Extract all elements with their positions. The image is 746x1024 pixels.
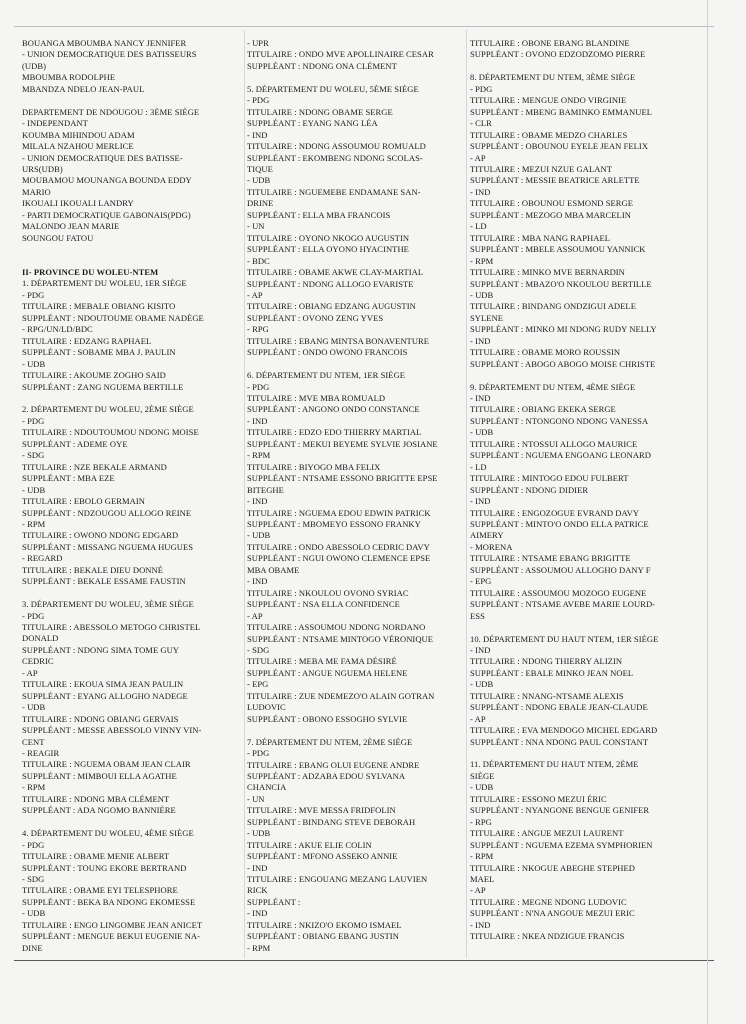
text-line: TITULAIRE : ASSOUMOU NDONG NORDANO [247, 622, 426, 633]
text-line: DONALD [22, 633, 59, 644]
text-line: SUPPLÉANT : EKOMBENG NDONG SCOLAS- [247, 152, 423, 163]
text-line: TITULAIRE : ANGUE MEZUI LAURENT [470, 828, 624, 839]
text-line: SUPPLÉANT : ADZABA EDOU SYLVANA [247, 770, 406, 781]
text-line: SUPPLÉANT : OVONO ZENG YVES [247, 312, 384, 323]
line-gap [247, 72, 465, 83]
text-line: 4. DÉPARTEMENT DU WOLEU, 4ÈME SIÈGE [22, 828, 194, 839]
text-line: - UDB [470, 427, 494, 438]
text-line: - AP [247, 610, 263, 621]
text-line: TITULAIRE : OBONE EBANG BLANDINE [470, 38, 630, 48]
text-line: TITULAIRE : MEZUI NZUE GALANT [470, 163, 612, 174]
text-line: - BDC [247, 255, 270, 266]
text-line: SUPPLÉANT : MINKO MI NDONG RUDY NELLY [470, 324, 657, 335]
text-line: SIÈGE [470, 770, 495, 781]
text-line: TITULAIRE : ABESSOLO METOGO CHRISTEL [22, 622, 201, 633]
line-gap [247, 725, 465, 736]
text-line: - INDEPENDANT [22, 118, 88, 129]
text-line: - PDG [22, 289, 45, 300]
text-line: - UN [247, 221, 265, 232]
text-line: - PDG [22, 415, 45, 426]
text-line: - IND [247, 576, 268, 587]
text-line: SUPPLÉANT : NDOUTOUME OBAME NADÈGE [22, 312, 204, 323]
text-line: TITULAIRE : OBIANG EDZANG AUGUSTIN [247, 301, 416, 312]
text-line: SUPPLÉANT : NGUEMA EZEMA SYMPHORIEN [470, 839, 653, 850]
text-line: SUPPLÉANT : NGUEMA ENGOANG LEONARD [470, 450, 652, 461]
text-line: TITULAIRE : NDONG OBAME SERGE [247, 106, 393, 117]
text-line: TITULAIRE : EDZO EDO THIERRY MARTIAL [247, 427, 422, 438]
text-line: - RPG [247, 324, 269, 335]
text-line: - AP [470, 152, 486, 163]
text-line: SUPPLÉANT : MEKUI BEYEME SYLVIE JOSIANE [247, 438, 438, 449]
text-line: TITULAIRE : OWONO NDONG EDGARD [22, 530, 179, 541]
text-line: DINE [22, 942, 43, 953]
text-line: DRINE [247, 198, 274, 209]
text-line: MALONDO JEAN MARIE [22, 221, 120, 232]
text-line: 11. DÉPARTEMENT DU HAUT NTEM, 2ÈME [470, 759, 639, 770]
text-line: TITULAIRE : ENGO LINGOMBE JEAN ANICET [22, 919, 203, 930]
text-line: - IND [470, 496, 491, 507]
text-line: SUPPLÉANT : ANGONO ONDO CONSTANCE [247, 404, 420, 415]
text-line: SUPPLÉANT : MBAZO'O NKOULOU BERTILLE [470, 278, 652, 289]
text-line: 10. DÉPARTEMENT DU HAUT NTEM, 1ER SIÈGE [470, 633, 659, 644]
text-line: SUPPLÉANT : NDZOUGOU ALLOGO REINE [22, 507, 192, 518]
line-gap [247, 359, 465, 370]
text-line: TITULAIRE : NKIZO'O EKOMO ISMAEL [247, 919, 402, 930]
text-line: SUPPLÉANT : ADA NGOMO BANNIÈRE [22, 805, 176, 816]
text-line: TITULAIRE : EDZANG RAPHAEL [22, 335, 152, 346]
text-line: 3. DÉPARTEMENT DU WOLEU, 3ÈME SIÈGE [22, 599, 194, 610]
text-line: BOUANGA MBOUMBA NANCY JENNIFER [22, 38, 187, 48]
text-line: - REAGIR [22, 748, 60, 759]
text-line: - RPG [470, 816, 492, 827]
text-line: - LD [470, 221, 487, 232]
text-line: (UDB) [22, 60, 46, 71]
text-line: - RPM [247, 450, 271, 461]
text-line: - UPR [247, 38, 269, 48]
text-line: TITULAIRE : NTOSSUI ALLOGO MAURICE [470, 438, 638, 449]
column-separator [466, 30, 467, 958]
text-line: II- PROVINCE DU WOLEU-NTEM [22, 267, 159, 278]
text-line: - RPG/UN/LD/BDC [22, 324, 93, 335]
text-line: SUPPLÉANT : EYANG ALLOGHO NADEGE [22, 690, 188, 701]
text-line: TITULAIRE : NZE BEKALE ARMAND [22, 461, 167, 472]
text-line: SUPPLÉANT : MIMBOUI ELLA AGATHE [22, 770, 177, 781]
text-line: MAEL [470, 874, 495, 885]
text-line: - AP [470, 713, 486, 724]
text-line: - UDB [470, 782, 494, 793]
text-line: SUPPLÉANT : NSA ELLA CONFIDENCE [247, 599, 400, 610]
text-line: SUPPLÉANT : EYANG NANG LÉA [247, 118, 378, 129]
text-line: SUPPLÉANT : NTSAME ESSONO BRIGITTE EPSE [247, 473, 438, 484]
text-line: - EPG [247, 679, 269, 690]
text-line: SUPPLÉANT : ASSOUMOU ALLOGHO DANY F [470, 564, 651, 575]
line-gap [22, 393, 244, 404]
line-gap [470, 748, 690, 759]
text-line: SUPPLÉANT : ANGUE NGUEMA HELENE [247, 667, 408, 678]
text-line: TITULAIRE : NKEA NDZIGUE FRANCIS [470, 931, 625, 942]
line-gap [470, 61, 690, 72]
text-line: SUPPLÉANT : [247, 896, 301, 907]
text-line: SUPPLÉANT : NTSAME AVEBE MARIE LOURD- [470, 599, 656, 610]
text-line: - AP [247, 289, 263, 300]
text-line: MBANDZA NDELO JEAN-PAUL [22, 83, 145, 94]
text-line: - RPM [22, 782, 46, 793]
text-line: - PDG [470, 83, 493, 94]
bottom-rule [14, 960, 714, 961]
text-line: - UNION DEMOCRATIQUE DES BATISSE- [22, 152, 183, 163]
text-line: SUPPLÉANT : MFONO ASSEKO ANNIE [247, 851, 398, 862]
text-line: SUPPLÉANT : EBALE MINKO JEAN NOEL [470, 667, 634, 678]
text-line: SUPPLÉANT : MBOMEYO ESSONO FRANKY [247, 519, 421, 529]
text-line: TITULAIRE : ONDO MVE APOLLINAIRE CESAR [247, 49, 434, 60]
text-line: SYLENE [470, 312, 504, 323]
text-line: - RPM [470, 851, 494, 862]
text-line: DEPARTEMENT DE NDOUGOU : 3ÈME SIÈGE [22, 106, 200, 117]
text-line: - LD [470, 461, 487, 472]
text-line: SUPPLÉANT : OBOUNOU EYELE JEAN FELIX [470, 141, 649, 152]
text-line: TIQUE [247, 163, 273, 174]
text-line: KOUMBA MIHINDOU ADAM [22, 129, 135, 140]
text-line: SUPPLÉANT : OVONO EDZODZOMO PIERRE [470, 49, 646, 60]
text-line: SUPPLÉANT : TOUNG EKORE BERTRAND [22, 862, 187, 873]
text-line: - REGARD [22, 553, 63, 564]
text-line: - CLR [470, 118, 492, 129]
text-line: SUPPLÉANT : NDONG SIMA TOME GUY [22, 644, 180, 655]
text-line: TITULAIRE : MEGNE NDONG LUDOVIC [470, 896, 627, 907]
text-line: - UDB [247, 828, 271, 839]
text-line: TITULAIRE : NTSAME EBANG BRIGITTE [470, 553, 631, 564]
text-line: TITULAIRE : OBAME MENIE ALBERT [22, 851, 170, 862]
text-line: SUPPLÉANT : BEKA BA NDONG EKOMESSE [22, 896, 196, 907]
text-line: CHANCIA [247, 782, 287, 793]
text-line: SUPPLÉANT : ABOGO ABOGO MOISE CHRISTE [470, 358, 656, 369]
text-line: TITULAIRE : OBOUNOU ESMOND SERGE [470, 198, 634, 209]
text-line: 8. DÉPARTEMENT DU NTEM, 3ÈME SIÈGE [470, 72, 636, 83]
text-line: SUPPLÉANT : MISSANG NGUEMA HUGUES [22, 541, 194, 552]
text-line: SUPPLÉANT : NTSAME MINTOGO VÉRONIQUE [247, 633, 434, 644]
text-line: - EPG [470, 576, 492, 587]
text-line: - IND [247, 496, 268, 507]
text-line: - UDB [470, 289, 494, 300]
text-line: MBA OBAME [247, 564, 300, 575]
text-line: TITULAIRE : NDONG ASSOUMOU ROMUALD [247, 141, 426, 152]
text-line: - IND [470, 644, 491, 655]
text-line: TITULAIRE : NGUEMA EDOU EDWIN PATRICK [247, 507, 431, 518]
text-line: SUPPLÉANT : SOBAME MBA J. PAULIN [22, 347, 176, 358]
text-line: - PDG [247, 95, 270, 106]
text-line: SUPPLÉANT : NYANGONE BENGUE GENIFER [470, 805, 650, 816]
line-gap [470, 622, 690, 633]
text-line: - MORENA [470, 541, 513, 552]
text-line: TITULAIRE : OBAME MORO ROUSSIN [470, 347, 621, 358]
text-line: TITULAIRE : MINKO MVE BERNARDIN [470, 267, 625, 278]
text-line: SUPPLÉANT : NTONGONO NDONG VANESSA [470, 415, 649, 426]
text-line: - PDG [247, 748, 270, 759]
text-line: - SDG [247, 644, 270, 655]
text-line: TITULAIRE : NDOUTOUMOU NDONG MOISE [22, 427, 199, 438]
line-gap [470, 370, 690, 381]
text-line: TITULAIRE : NDONG OBIANG GERVAIS [22, 713, 179, 724]
text-line: TITULAIRE : EKOUA SIMA JEAN PAULIN [22, 679, 184, 690]
text-line: - PDG [247, 381, 270, 392]
text-line: TITULAIRE : EBANG OLUI EUGENE ANDRE [247, 759, 420, 770]
text-line: SUPPLÉANT : MBENG BAMINKO EMMANUEL [470, 106, 652, 117]
top-rule [14, 26, 714, 27]
text-line: SUPPLÉANT : ONDO OWONO FRANCOIS [247, 347, 408, 358]
text-line: - IND [247, 129, 268, 140]
text-line: SUPPLÉANT : MEZOGO MBA MARCELIN [470, 209, 631, 220]
text-line: TITULAIRE : MVE MESSA FRIDFOLIN [247, 805, 396, 816]
column-separator [244, 30, 245, 958]
text-line: TITULAIRE : MEBALE OBIANG KISITO [22, 301, 176, 312]
text-line: TITULAIRE : ENGOUANG MEZANG LAUVIEN [247, 874, 428, 885]
text-line: - UDB [22, 484, 46, 495]
text-line: SUPPLÉANT : MBA EZE [22, 473, 115, 484]
text-line: TITULAIRE : MBA NANG RAPHAEL [470, 232, 611, 243]
text-line: SUPPLÉANT : ADEME OYE [22, 438, 128, 449]
text-line: MARIO [22, 186, 51, 197]
text-line: - UDB [247, 530, 271, 541]
text-line: 9. DÉPARTEMENT DU NTEM, 4ÈME SIÈGE [470, 381, 636, 392]
text-line: - UDB [22, 908, 46, 919]
text-line: - PDG [22, 610, 45, 621]
text-line: 5. DÉPARTEMENT DU WOLEU, 5ÈME SIÈGE [247, 83, 419, 94]
text-line: TITULAIRE : NGUEMA OBAM JEAN CLAIR [22, 759, 191, 770]
text-line: TITULAIRE : ONDO ABESSOLO CEDRIC DAVY [247, 541, 430, 552]
column-1 [22, 38, 244, 954]
text-line: 2. DÉPARTEMENT DU WOLEU, 2ÈME SIÈGE [22, 404, 194, 415]
text-line: MOUBAMOU MOUNANGA BOUNDA EDDY [22, 175, 192, 186]
text-line: TITULAIRE : OBAME AKWE CLAY-MARTIAL [247, 267, 424, 278]
text-line: - UDB [22, 702, 46, 713]
text-line: - IND [470, 186, 491, 197]
text-line: SUPPLÉANT : OBIANG EBANG JUSTIN [247, 931, 399, 942]
text-line: TITULAIRE : ZUE NDEMEZO'O ALAIN GOTRAN [247, 690, 435, 701]
text-line: MBOUMBA RODOLPHE [22, 72, 116, 83]
text-line: TITULAIRE : NGUEMEBE ENDAMANE SAN- [247, 186, 421, 197]
line-gap [22, 95, 244, 106]
text-line: - SDG [22, 873, 45, 884]
text-line: - UDB [22, 358, 46, 369]
text-line: - IND [247, 908, 268, 919]
text-line: 1. DÉPARTEMENT DU WOLEU, 1ER SIÈGE [22, 278, 187, 289]
text-line: TITULAIRE : ESSONO MEZUI ÉRIC [470, 793, 607, 804]
text-line: - PDG [22, 839, 45, 850]
text-line: TITULAIRE : OBAME MEDZO CHARLES [470, 129, 628, 140]
text-line: SUPPLÉANT : NDONG ONA CLÉMENT [247, 60, 397, 71]
right-edge [707, 0, 708, 1024]
text-line: - UNION DEMOCRATIQUE DES BATISSEURS [22, 49, 197, 60]
text-line: 7. DÉPARTEMENT DU NTEM, 2ÈME SIÈGE [247, 736, 413, 747]
line-gap [22, 588, 244, 599]
text-line: TITULAIRE : AKOUME ZOGHO SAID [22, 370, 166, 381]
text-line: - AP [470, 885, 486, 896]
text-line: TITULAIRE : EBOLO GERMAIN [22, 496, 146, 507]
text-line: MILALA NZAHOU MERLICE [22, 141, 134, 152]
text-line: - UDB [247, 175, 271, 186]
text-line: CEDRIC [22, 656, 54, 667]
text-line: TITULAIRE : AKUE ELIE COLIN [247, 839, 372, 850]
line-gap [22, 256, 244, 267]
text-line: SUPPLÉANT : MESSE ABESSOLO VINNY VIN- [22, 725, 202, 736]
text-line: - RPM [470, 255, 494, 266]
text-line: - IND [247, 862, 268, 873]
column-3 [470, 38, 690, 943]
text-line: TITULAIRE : BEKALE DIEU DONNÉ [22, 564, 164, 575]
text-line: TITULAIRE : MENGUE ONDO VIRGINIE [470, 95, 627, 106]
text-line: SUPPLÉANT : NNA NDONG PAUL CONSTANT [470, 736, 649, 747]
text-line: SUPPLÉANT : NDONG DIDIER [470, 484, 589, 495]
text-line: AIMERY [470, 530, 504, 541]
text-line: TITULAIRE : MINTOGO EDOU FULBERT [470, 473, 629, 484]
text-line: TITULAIRE : MVE MBA ROMUALD [247, 393, 386, 404]
text-line: TITULAIRE : EBANG MINTSA BONAVENTURE [247, 335, 430, 346]
text-line: TITULAIRE : BIYOGO MBA FELIX [247, 461, 381, 472]
text-line: - AP [22, 667, 38, 678]
text-line: TITULAIRE : EVA MENDOGO MICHEL EDGARD [470, 725, 658, 736]
text-line: - SDG [22, 450, 45, 461]
text-line: - UDB [470, 679, 494, 690]
text-line: TITULAIRE : MEBA ME FAMA DÉSIRÉ [247, 656, 397, 667]
text-line: LUDOVIC [247, 702, 286, 713]
text-line: TITULAIRE : ASSOUMOU MOZOGO EUGENE [470, 587, 647, 598]
text-line: SUPPLÉANT : ELLA OYONO HYACINTHE [247, 244, 409, 255]
text-line: SUPPLÉANT : NGUI OWONO CLEMENCE EPSE [247, 553, 431, 564]
line-gap [22, 817, 244, 828]
text-line: SUPPLÉANT : NDONG EBALE JEAN-CLAUDE [470, 702, 648, 713]
line-gap [22, 244, 244, 255]
text-line: RICK [247, 885, 268, 896]
text-line: - IND [470, 393, 491, 404]
column-2 [247, 38, 465, 954]
text-line: - RPM [247, 942, 271, 953]
text-line: - UN [247, 793, 265, 804]
text-line: ESS [470, 610, 485, 621]
text-line: TITULAIRE : OBAME EYI TELESPHORE [22, 885, 178, 896]
text-line: TITULAIRE : ENGOZOGUE EVRAND DAVY [470, 507, 640, 518]
text-line: - RPM [22, 518, 46, 529]
text-line: TITULAIRE : NKOULOU OVONO SYRIAC [247, 587, 409, 598]
text-line: TITULAIRE : BINDANG ONDZIGUI ADELE [470, 301, 636, 312]
text-line: SUPPLÉANT : MBELE ASSOUMOU YANNICK [470, 244, 646, 255]
text-line: CENT [22, 736, 45, 747]
text-line: TITULAIRE : NDONG MBA CLÉMENT [22, 793, 170, 804]
text-line: IKOUALI IKOUALI LANDRY [22, 198, 134, 209]
text-line: 6. DÉPARTEMENT DU NTEM, 1ER SIÈGE [247, 370, 406, 381]
text-line: - IND [247, 415, 268, 426]
text-line: SUPPLÉANT : NDONG ALLOGO EVARISTE [247, 278, 414, 289]
text-line: - PARTI DEMOCRATIQUE GABONAIS(PDG) [22, 209, 191, 220]
text-line: - IND [470, 919, 491, 930]
text-line: TITULAIRE : OBIANG EKEKA SERGE [470, 404, 616, 415]
text-line: SUPPLÉANT : BINDANG STEVE DEBORAH [247, 816, 416, 827]
text-line: SUPPLÉANT : ZANG NGUEMA BERTILLE [22, 381, 184, 392]
text-line: TITULAIRE : NDONG THIERRY ALIZIN [470, 656, 623, 667]
text-line: URS(UDB) [22, 163, 63, 174]
text-line: - IND [470, 335, 491, 346]
text-line: TITULAIRE : NNANG-NTSAME ALEXIS [470, 690, 624, 701]
text-line: TITULAIRE : OYONO NKOGO AUGUSTIN [247, 232, 410, 243]
text-line: SUPPLÉANT : MINTO'O ONDO ELLA PATRICE [470, 519, 649, 529]
text-line: SUPPLÉANT : ELLA MBA FRANCOIS [247, 209, 391, 220]
text-line: SUPPLÉANT : OBONO ESSOGHO SYLVIE [247, 713, 408, 724]
text-line: BITEGHE [247, 484, 284, 495]
text-line: SUPPLÉANT : N'NA ANGOUE MEZUI ERIC [470, 908, 635, 919]
text-line: SUPPLÉANT : BEKALE ESSAME FAUSTIN [22, 576, 186, 587]
text-line: SUPPLÉANT : MENGUE BEKUI EUGENIE NA- [22, 931, 201, 942]
text-line: SOUNGOU FATOU [22, 232, 94, 243]
text-line: TITULAIRE : NKOGUE ABEGHE STEPHED [470, 862, 635, 873]
text-line: SUPPLÉANT : MESSIE BEATRICE ARLETTE [470, 175, 640, 186]
